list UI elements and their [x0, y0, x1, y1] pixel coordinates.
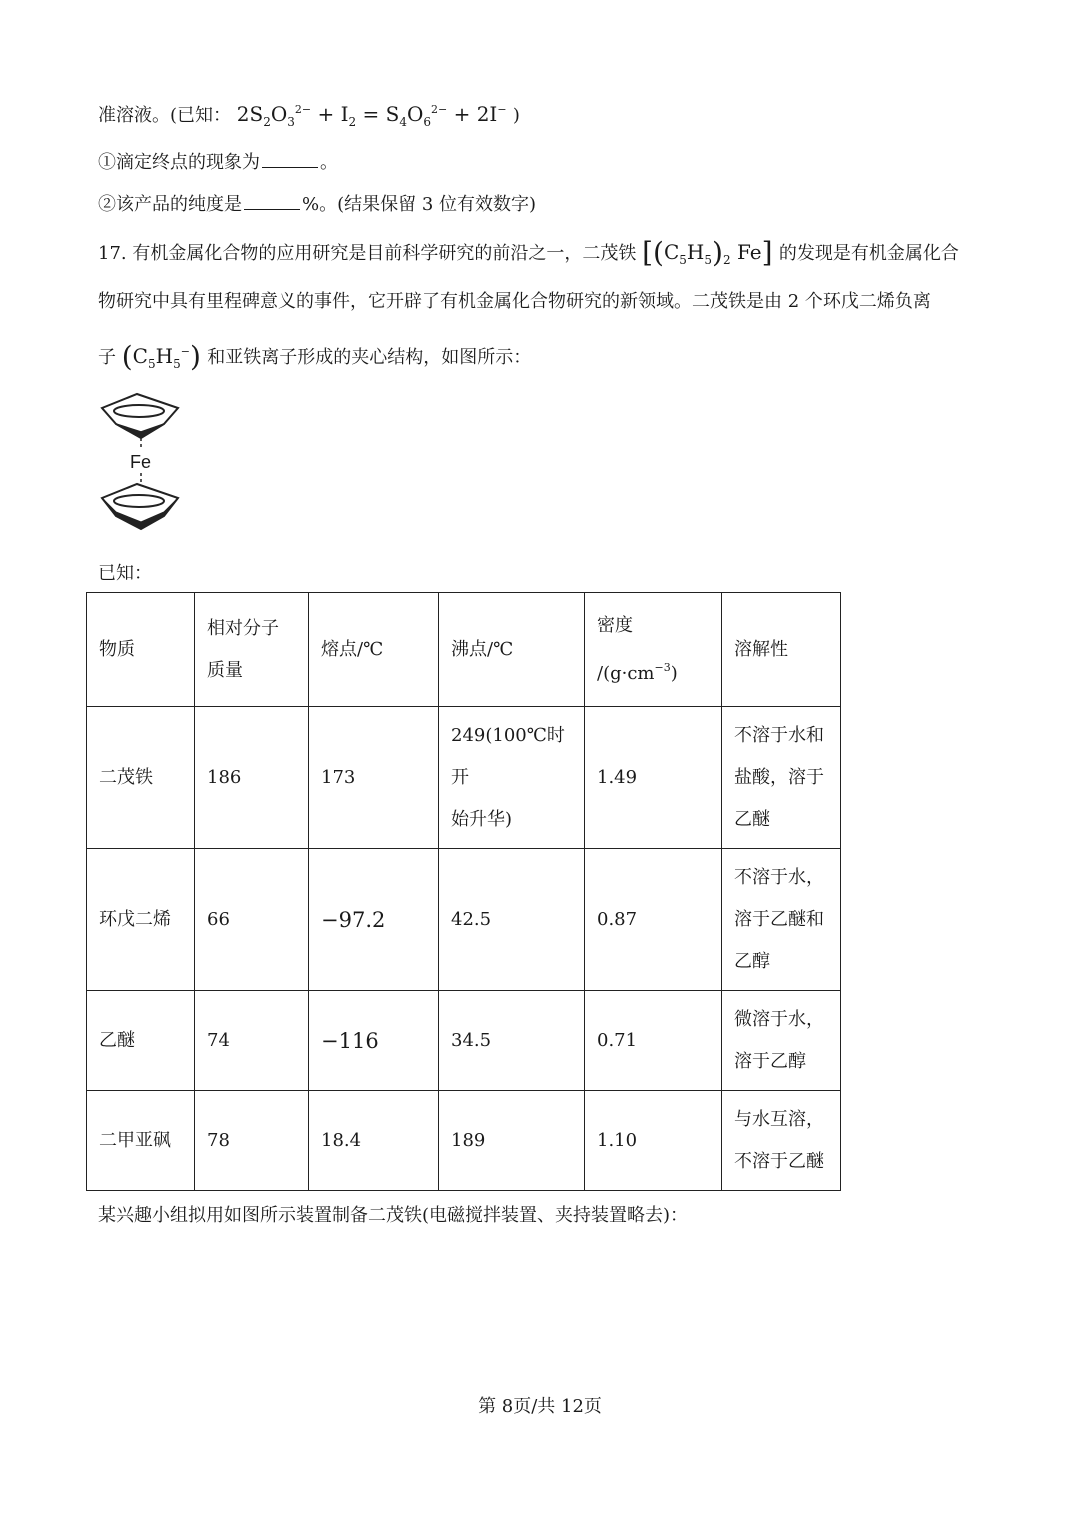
question-purity — [98, 189, 536, 219]
cell-molar-mass: 186 — [195, 707, 309, 849]
table-row — [87, 1091, 841, 1191]
known-prefix: 准溶液。(已知： — [98, 105, 232, 126]
cell-melting-point: −97.2 — [309, 849, 439, 991]
page-footer: 第 8页/共 12页 — [478, 1396, 602, 1417]
cell-molar-mass: 78 — [195, 1091, 309, 1191]
cell-density: 1.49 — [585, 707, 722, 849]
answer-blank — [262, 147, 318, 168]
question-endpoint-text: ①滴定终点的现象为 — [98, 152, 260, 173]
question-purity-end: %。(结果保留 3 位有效数字) — [302, 194, 537, 215]
cell-molar-mass: 66 — [195, 849, 309, 991]
header-solubility: 溶解性 — [722, 593, 841, 707]
thiosulfate-iodine-equation: $2S_2O_3^{2-} + I_2 = S_4O_6^{2-} + 2I^-$ — [236, 102, 507, 129]
problem-17-line-2: 物研究中具有里程碑意义的事件，它开辟了有机金属化合物研究的新领域。二茂铁是由 2 个环戊二烯负离 — [98, 291, 931, 312]
question-endpoint — [98, 147, 338, 177]
properties-table — [86, 592, 841, 1191]
cell-boiling-point: 189 — [439, 1091, 585, 1191]
question-endpoint-end: 。 — [320, 152, 338, 173]
cell-boiling-point: 249(100℃时开 始升华) — [439, 707, 585, 849]
header-substance: 物质 — [87, 593, 195, 707]
header-density: 密度 $/(g\cdot cm^{-3})$ — [585, 593, 722, 707]
table-row — [87, 707, 841, 849]
ferrocene-formula: [$(C_5H_5)_2$ Fe] — [642, 236, 773, 269]
known-suffix: ) — [512, 105, 520, 126]
problem-17-text-d: 和亚铁离子形成的夹心结构，如图所示： — [207, 347, 532, 368]
table-header-row — [87, 593, 841, 707]
cell-melting-point: 173 — [309, 707, 439, 849]
header-boiling-point: 沸点/℃ — [439, 593, 585, 707]
question-purity-text: ②该产品的纯度是 — [98, 194, 242, 215]
apparatus-intro: 某兴趣小组拟用如图所示装置制备二茂铁(电磁搅拌装置、夹持装置略去)： — [98, 1205, 689, 1226]
cell-name: 二茂铁 — [87, 707, 195, 849]
cell-name: 环戊二烯 — [87, 849, 195, 991]
answer-blank — [244, 189, 300, 210]
cell-solubility: 不溶于水， 溶于乙醚和 乙醇 — [722, 849, 841, 991]
cell-density: 1.10 — [585, 1091, 722, 1191]
cell-name: 二甲亚砜 — [87, 1091, 195, 1191]
cell-molar-mass: 74 — [195, 991, 309, 1091]
cell-density: 0.71 — [585, 991, 722, 1091]
cell-density: 0.87 — [585, 849, 722, 991]
table-row — [87, 849, 841, 991]
ferrocene-structure-diagram — [94, 388, 194, 538]
cyclopentadienyl-anion-formula: $(C_5H_5^-)$ — [121, 340, 201, 373]
problem-17-line-1 — [98, 238, 959, 274]
iron-atom-label: Fe — [130, 452, 152, 472]
problem-17-line-3 — [98, 338, 531, 378]
cell-solubility: 微溶于水， 溶于乙醇 — [722, 991, 841, 1091]
cell-melting-point: −116 — [309, 991, 439, 1091]
problem-17-text-b: 的发现是有机金属化合 — [778, 243, 959, 264]
cell-boiling-point: 42.5 — [439, 849, 585, 991]
known-equation-line — [98, 96, 520, 136]
header-melting-point: 熔点/℃ — [309, 593, 439, 707]
header-molar-mass: 相对分子 质量 — [195, 593, 309, 707]
problem-17-text-c: 子 — [98, 347, 116, 368]
problem-17-text-a: 17. 有机金属化合物的应用研究是目前科学研究的前沿之一，二茂铁 — [98, 243, 637, 264]
known-label: 已知： — [98, 563, 152, 584]
table-row — [87, 991, 841, 1091]
cell-melting-point: 18.4 — [309, 1091, 439, 1191]
cell-solubility: 与水互溶， 不溶于乙醚 — [722, 1091, 841, 1191]
cell-boiling-point: 34.5 — [439, 991, 585, 1091]
cell-name: 乙醚 — [87, 991, 195, 1091]
cell-solubility: 不溶于水和 盐酸，溶于 乙醚 — [722, 707, 841, 849]
